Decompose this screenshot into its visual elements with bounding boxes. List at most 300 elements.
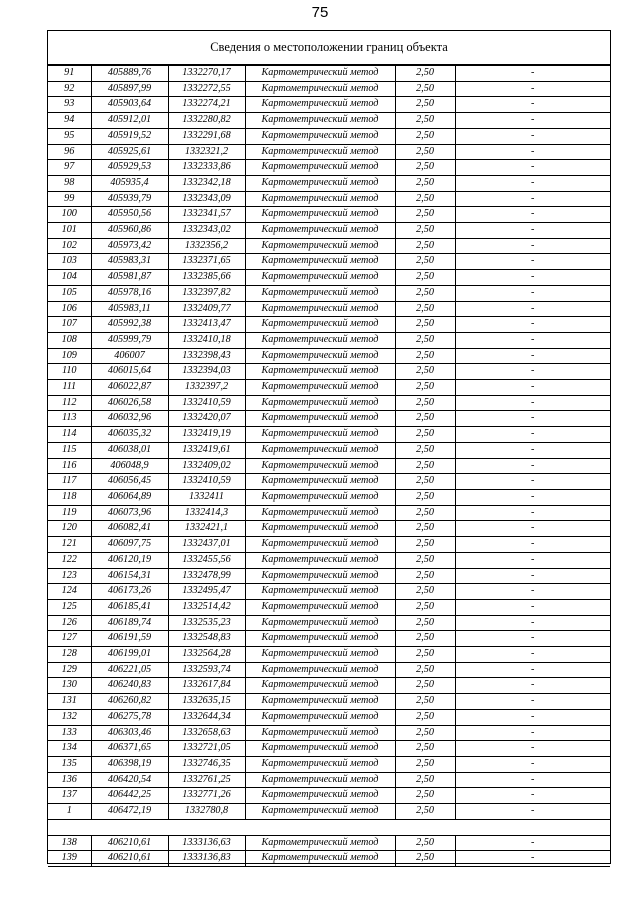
method-cell: Картометрический метод bbox=[245, 584, 395, 600]
accuracy-cell: 2,50 bbox=[395, 772, 455, 788]
accuracy-cell: 2,50 bbox=[395, 599, 455, 615]
table-row bbox=[48, 489, 610, 505]
table-row bbox=[48, 191, 610, 207]
description-cell: - bbox=[455, 772, 610, 788]
table-row bbox=[48, 317, 610, 333]
table-row bbox=[48, 725, 610, 741]
description-cell: - bbox=[455, 144, 610, 160]
description-cell: - bbox=[455, 270, 610, 286]
description-cell: - bbox=[455, 160, 610, 176]
point-number-cell: 109 bbox=[48, 348, 91, 364]
accuracy-cell: 2,50 bbox=[395, 175, 455, 191]
y-coordinate-cell: 1333136,63 bbox=[168, 835, 245, 851]
accuracy-cell: 2,50 bbox=[395, 238, 455, 254]
description-cell: - bbox=[455, 568, 610, 584]
table-row bbox=[48, 332, 610, 348]
y-coordinate-cell: 1332409,02 bbox=[168, 458, 245, 474]
method-cell: Картометрический метод bbox=[245, 474, 395, 490]
table-row bbox=[48, 81, 610, 97]
x-coordinate-cell: 406048,9 bbox=[91, 458, 168, 474]
accuracy-cell: 2,50 bbox=[395, 160, 455, 176]
x-coordinate-cell: 405999,79 bbox=[91, 332, 168, 348]
method-cell: Картометрический метод bbox=[245, 113, 395, 129]
x-coordinate-cell: 406221,05 bbox=[91, 662, 168, 678]
method-cell: Картометрический метод bbox=[245, 97, 395, 113]
table-row bbox=[48, 615, 610, 631]
table-row bbox=[48, 395, 610, 411]
table-row bbox=[48, 772, 610, 788]
point-number-cell: 120 bbox=[48, 521, 91, 537]
accuracy-cell: 2,50 bbox=[395, 81, 455, 97]
point-number-cell: 134 bbox=[48, 741, 91, 757]
accuracy-cell: 2,50 bbox=[395, 207, 455, 223]
point-number-cell: 95 bbox=[48, 128, 91, 144]
method-cell: Картометрический метод bbox=[245, 223, 395, 239]
method-cell: Картометрический метод bbox=[245, 851, 395, 867]
description-cell: - bbox=[455, 191, 610, 207]
method-cell: Картометрический метод bbox=[245, 238, 395, 254]
accuracy-cell: 2,50 bbox=[395, 537, 455, 553]
description-cell: - bbox=[455, 584, 610, 600]
description-cell: - bbox=[455, 207, 610, 223]
accuracy-cell: 2,50 bbox=[395, 741, 455, 757]
x-coordinate-cell: 406007 bbox=[91, 348, 168, 364]
description-cell: - bbox=[455, 804, 610, 820]
y-coordinate-cell: 1332394,03 bbox=[168, 364, 245, 380]
point-number-cell: 118 bbox=[48, 489, 91, 505]
accuracy-cell: 2,50 bbox=[395, 427, 455, 443]
y-coordinate-cell: 1332761,25 bbox=[168, 772, 245, 788]
method-cell: Картометрический метод bbox=[245, 505, 395, 521]
accuracy-cell: 2,50 bbox=[395, 489, 455, 505]
y-coordinate-cell: 1332342,18 bbox=[168, 175, 245, 191]
y-coordinate-cell: 1332398,43 bbox=[168, 348, 245, 364]
accuracy-cell: 2,50 bbox=[395, 678, 455, 694]
point-number-cell: 100 bbox=[48, 207, 91, 223]
x-coordinate-cell: 406097,75 bbox=[91, 537, 168, 553]
table-row bbox=[48, 442, 610, 458]
description-cell: - bbox=[455, 395, 610, 411]
y-coordinate-cell: 1332385,66 bbox=[168, 270, 245, 286]
description-cell: - bbox=[455, 364, 610, 380]
method-cell: Картометрический метод bbox=[245, 678, 395, 694]
method-cell: Картометрический метод bbox=[245, 709, 395, 725]
y-coordinate-cell: 1332658,63 bbox=[168, 725, 245, 741]
method-cell: Картометрический метод bbox=[245, 128, 395, 144]
y-coordinate-cell: 1332514,42 bbox=[168, 599, 245, 615]
point-number-cell: 130 bbox=[48, 678, 91, 694]
accuracy-cell: 2,50 bbox=[395, 756, 455, 772]
method-cell: Картометрический метод bbox=[245, 741, 395, 757]
method-cell: Картометрический метод bbox=[245, 662, 395, 678]
point-number-cell: 113 bbox=[48, 411, 91, 427]
point-number-cell: 115 bbox=[48, 442, 91, 458]
point-number-cell: 126 bbox=[48, 615, 91, 631]
accuracy-cell: 2,50 bbox=[395, 709, 455, 725]
x-coordinate-cell: 406442,25 bbox=[91, 788, 168, 804]
method-cell: Картометрический метод bbox=[245, 81, 395, 97]
description-cell: - bbox=[455, 442, 610, 458]
table-row bbox=[48, 427, 610, 443]
x-coordinate-cell: 406120,19 bbox=[91, 552, 168, 568]
method-cell: Картометрический метод bbox=[245, 489, 395, 505]
table-row bbox=[48, 568, 610, 584]
x-coordinate-cell: 405935,4 bbox=[91, 175, 168, 191]
accuracy-cell: 2,50 bbox=[395, 254, 455, 270]
method-cell: Картометрический метод bbox=[245, 66, 395, 82]
table-row bbox=[48, 662, 610, 678]
method-cell: Картометрический метод bbox=[245, 348, 395, 364]
point-number-cell: 101 bbox=[48, 223, 91, 239]
y-coordinate-cell: 1332421,1 bbox=[168, 521, 245, 537]
description-cell: - bbox=[455, 552, 610, 568]
y-coordinate-cell: 1332409,77 bbox=[168, 301, 245, 317]
accuracy-cell: 2,50 bbox=[395, 270, 455, 286]
x-coordinate-cell: 406210,61 bbox=[91, 851, 168, 867]
description-cell: - bbox=[455, 694, 610, 710]
table-row bbox=[48, 223, 610, 239]
x-coordinate-cell: 406303,46 bbox=[91, 725, 168, 741]
x-coordinate-cell: 406022,87 bbox=[91, 380, 168, 396]
accuracy-cell: 2,50 bbox=[395, 317, 455, 333]
description-cell: - bbox=[455, 599, 610, 615]
table-row bbox=[48, 97, 610, 113]
method-cell: Картометрический метод bbox=[245, 317, 395, 333]
x-coordinate-cell: 406032,96 bbox=[91, 411, 168, 427]
y-coordinate-cell: 1333136,83 bbox=[168, 851, 245, 867]
accuracy-cell: 2,50 bbox=[395, 66, 455, 82]
y-coordinate-cell: 1332564,28 bbox=[168, 647, 245, 663]
description-cell: - bbox=[455, 678, 610, 694]
x-coordinate-cell: 405919,52 bbox=[91, 128, 168, 144]
x-coordinate-cell: 405973,42 bbox=[91, 238, 168, 254]
separator-cell bbox=[48, 819, 610, 835]
method-cell: Картометрический метод bbox=[245, 568, 395, 584]
table-row bbox=[48, 851, 610, 867]
table-row bbox=[48, 474, 610, 490]
method-cell: Картометрический метод bbox=[245, 207, 395, 223]
accuracy-cell: 2,50 bbox=[395, 411, 455, 427]
accuracy-cell: 2,50 bbox=[395, 788, 455, 804]
table-row bbox=[48, 647, 610, 663]
accuracy-cell: 2,50 bbox=[395, 364, 455, 380]
description-cell: - bbox=[455, 505, 610, 521]
accuracy-cell: 2,50 bbox=[395, 442, 455, 458]
table-row bbox=[48, 584, 610, 600]
table-row bbox=[48, 238, 610, 254]
x-coordinate-cell: 405897,99 bbox=[91, 81, 168, 97]
point-number-cell: 139 bbox=[48, 851, 91, 867]
x-coordinate-cell: 406035,32 bbox=[91, 427, 168, 443]
y-coordinate-cell: 1332635,15 bbox=[168, 694, 245, 710]
accuracy-cell: 2,50 bbox=[395, 332, 455, 348]
method-cell: Картометрический метод bbox=[245, 631, 395, 647]
x-coordinate-cell: 406371,65 bbox=[91, 741, 168, 757]
point-number-cell: 138 bbox=[48, 835, 91, 851]
point-number-cell: 122 bbox=[48, 552, 91, 568]
accuracy-cell: 2,50 bbox=[395, 694, 455, 710]
description-cell: - bbox=[455, 301, 610, 317]
description-cell: - bbox=[455, 741, 610, 757]
point-number-cell: 91 bbox=[48, 66, 91, 82]
description-cell: - bbox=[455, 254, 610, 270]
y-coordinate-cell: 1332420,07 bbox=[168, 411, 245, 427]
description-cell: - bbox=[455, 113, 610, 129]
method-cell: Картометрический метод bbox=[245, 395, 395, 411]
point-number-cell: 114 bbox=[48, 427, 91, 443]
method-cell: Картометрический метод bbox=[245, 615, 395, 631]
x-coordinate-cell: 405925,61 bbox=[91, 144, 168, 160]
method-cell: Картометрический метод bbox=[245, 694, 395, 710]
description-cell: - bbox=[455, 97, 610, 113]
accuracy-cell: 2,50 bbox=[395, 521, 455, 537]
accuracy-cell: 2,50 bbox=[395, 851, 455, 867]
description-cell: - bbox=[455, 458, 610, 474]
y-coordinate-cell: 1332343,02 bbox=[168, 223, 245, 239]
x-coordinate-cell: 406026,58 bbox=[91, 395, 168, 411]
y-coordinate-cell: 1332419,61 bbox=[168, 442, 245, 458]
point-number-cell: 94 bbox=[48, 113, 91, 129]
y-coordinate-cell: 1332771,26 bbox=[168, 788, 245, 804]
point-number-cell: 110 bbox=[48, 364, 91, 380]
description-cell: - bbox=[455, 662, 610, 678]
table-row bbox=[48, 631, 610, 647]
point-number-cell: 107 bbox=[48, 317, 91, 333]
method-cell: Картометрический метод bbox=[245, 804, 395, 820]
table-row bbox=[48, 411, 610, 427]
method-cell: Картометрический метод bbox=[245, 772, 395, 788]
table-row bbox=[48, 160, 610, 176]
x-coordinate-cell: 406210,61 bbox=[91, 835, 168, 851]
method-cell: Картометрический метод bbox=[245, 191, 395, 207]
x-coordinate-cell: 405929,53 bbox=[91, 160, 168, 176]
x-coordinate-cell: 406015,64 bbox=[91, 364, 168, 380]
accuracy-cell: 2,50 bbox=[395, 474, 455, 490]
y-coordinate-cell: 1332455,56 bbox=[168, 552, 245, 568]
description-cell: - bbox=[455, 788, 610, 804]
point-number-cell: 112 bbox=[48, 395, 91, 411]
page-number: 75 bbox=[311, 4, 329, 21]
x-coordinate-cell: 406275,78 bbox=[91, 709, 168, 725]
table-row bbox=[48, 270, 610, 286]
table-row bbox=[48, 113, 610, 129]
description-cell: - bbox=[455, 128, 610, 144]
y-coordinate-cell: 1332397,82 bbox=[168, 285, 245, 301]
table-row bbox=[48, 694, 610, 710]
table-row bbox=[48, 348, 610, 364]
method-cell: Картометрический метод bbox=[245, 835, 395, 851]
description-cell: - bbox=[455, 474, 610, 490]
description-cell: - bbox=[455, 725, 610, 741]
point-number-cell: 129 bbox=[48, 662, 91, 678]
accuracy-cell: 2,50 bbox=[395, 348, 455, 364]
point-number-cell: 96 bbox=[48, 144, 91, 160]
table-row bbox=[48, 804, 610, 820]
description-cell: - bbox=[455, 285, 610, 301]
table-row bbox=[48, 835, 610, 851]
x-coordinate-cell: 406073,96 bbox=[91, 505, 168, 521]
y-coordinate-cell: 1332746,35 bbox=[168, 756, 245, 772]
y-coordinate-cell: 1332321,2 bbox=[168, 144, 245, 160]
method-cell: Картометрический метод bbox=[245, 332, 395, 348]
description-cell: - bbox=[455, 489, 610, 505]
description-cell: - bbox=[455, 709, 610, 725]
y-coordinate-cell: 1332780,8 bbox=[168, 804, 245, 820]
method-cell: Картометрический метод bbox=[245, 521, 395, 537]
y-coordinate-cell: 1332721,05 bbox=[168, 741, 245, 757]
accuracy-cell: 2,50 bbox=[395, 128, 455, 144]
y-coordinate-cell: 1332495,47 bbox=[168, 584, 245, 600]
table-row bbox=[48, 301, 610, 317]
description-cell: - bbox=[455, 427, 610, 443]
x-coordinate-cell: 405960,86 bbox=[91, 223, 168, 239]
table-row bbox=[48, 144, 610, 160]
x-coordinate-cell: 405992,38 bbox=[91, 317, 168, 333]
y-coordinate-cell: 1332356,2 bbox=[168, 238, 245, 254]
table-row bbox=[48, 537, 610, 553]
table-row bbox=[48, 505, 610, 521]
method-cell: Картометрический метод bbox=[245, 725, 395, 741]
x-coordinate-cell: 405939,79 bbox=[91, 191, 168, 207]
accuracy-cell: 2,50 bbox=[395, 113, 455, 129]
accuracy-cell: 2,50 bbox=[395, 568, 455, 584]
y-coordinate-cell: 1332414,3 bbox=[168, 505, 245, 521]
y-coordinate-cell: 1332478,99 bbox=[168, 568, 245, 584]
method-cell: Картометрический метод bbox=[245, 788, 395, 804]
point-number-cell: 116 bbox=[48, 458, 91, 474]
table-row bbox=[48, 521, 610, 537]
accuracy-cell: 2,50 bbox=[395, 662, 455, 678]
y-coordinate-cell: 1332593,74 bbox=[168, 662, 245, 678]
description-cell: - bbox=[455, 175, 610, 191]
accuracy-cell: 2,50 bbox=[395, 97, 455, 113]
description-cell: - bbox=[455, 332, 610, 348]
method-cell: Картометрический метод bbox=[245, 756, 395, 772]
x-coordinate-cell: 406173,26 bbox=[91, 584, 168, 600]
point-number-cell: 124 bbox=[48, 584, 91, 600]
x-coordinate-cell: 405889,76 bbox=[91, 66, 168, 82]
x-coordinate-cell: 405912,01 bbox=[91, 113, 168, 129]
point-number-cell: 133 bbox=[48, 725, 91, 741]
method-cell: Картометрический метод bbox=[245, 647, 395, 663]
point-number-cell: 132 bbox=[48, 709, 91, 725]
description-cell: - bbox=[455, 223, 610, 239]
method-cell: Картометрический метод bbox=[245, 442, 395, 458]
method-cell: Картометрический метод bbox=[245, 254, 395, 270]
table-row bbox=[48, 552, 610, 568]
accuracy-cell: 2,50 bbox=[395, 395, 455, 411]
point-number-cell: 119 bbox=[48, 505, 91, 521]
description-cell: - bbox=[455, 521, 610, 537]
y-coordinate-cell: 1332270,17 bbox=[168, 66, 245, 82]
method-cell: Картометрический метод bbox=[245, 411, 395, 427]
y-coordinate-cell: 1332272,55 bbox=[168, 81, 245, 97]
table-row bbox=[48, 175, 610, 191]
accuracy-cell: 2,50 bbox=[395, 458, 455, 474]
x-coordinate-cell: 406260,82 bbox=[91, 694, 168, 710]
method-cell: Картометрический метод bbox=[245, 537, 395, 553]
x-coordinate-cell: 406064,89 bbox=[91, 489, 168, 505]
description-cell: - bbox=[455, 537, 610, 553]
accuracy-cell: 2,50 bbox=[395, 285, 455, 301]
method-cell: Картометрический метод bbox=[245, 552, 395, 568]
point-number-cell: 108 bbox=[48, 332, 91, 348]
x-coordinate-cell: 405978,16 bbox=[91, 285, 168, 301]
table-title: Сведения о местоположении границ объекта bbox=[48, 31, 610, 65]
accuracy-cell: 2,50 bbox=[395, 223, 455, 239]
point-number-cell: 123 bbox=[48, 568, 91, 584]
accuracy-cell: 2,50 bbox=[395, 725, 455, 741]
point-number-cell: 103 bbox=[48, 254, 91, 270]
method-cell: Картометрический метод bbox=[245, 380, 395, 396]
method-cell: Картометрический метод bbox=[245, 599, 395, 615]
y-coordinate-cell: 1332410,59 bbox=[168, 395, 245, 411]
point-number-cell: 104 bbox=[48, 270, 91, 286]
point-number-cell: 106 bbox=[48, 301, 91, 317]
table-row bbox=[48, 285, 610, 301]
x-coordinate-cell: 406398,19 bbox=[91, 756, 168, 772]
x-coordinate-cell: 406240,83 bbox=[91, 678, 168, 694]
y-coordinate-cell: 1332371,65 bbox=[168, 254, 245, 270]
table-row bbox=[48, 128, 610, 144]
x-coordinate-cell: 406191,59 bbox=[91, 631, 168, 647]
y-coordinate-cell: 1332397,2 bbox=[168, 380, 245, 396]
y-coordinate-cell: 1332280,82 bbox=[168, 113, 245, 129]
point-number-cell: 127 bbox=[48, 631, 91, 647]
method-cell: Картометрический метод bbox=[245, 458, 395, 474]
method-cell: Картометрический метод bbox=[245, 270, 395, 286]
description-cell: - bbox=[455, 851, 610, 867]
x-coordinate-cell: 405981,87 bbox=[91, 270, 168, 286]
point-number-cell: 136 bbox=[48, 772, 91, 788]
method-cell: Картометрический метод bbox=[245, 427, 395, 443]
point-number-cell: 121 bbox=[48, 537, 91, 553]
description-cell: - bbox=[455, 81, 610, 97]
y-coordinate-cell: 1332413,47 bbox=[168, 317, 245, 333]
description-cell: - bbox=[455, 348, 610, 364]
x-coordinate-cell: 406082,41 bbox=[91, 521, 168, 537]
description-cell: - bbox=[455, 317, 610, 333]
table-row bbox=[48, 254, 610, 270]
point-number-cell: 1 bbox=[48, 804, 91, 820]
table-row bbox=[48, 458, 610, 474]
table-row bbox=[48, 364, 610, 380]
accuracy-cell: 2,50 bbox=[395, 835, 455, 851]
method-cell: Картометрический метод bbox=[245, 364, 395, 380]
x-coordinate-cell: 405983,11 bbox=[91, 301, 168, 317]
table-row bbox=[48, 788, 610, 804]
point-number-cell: 125 bbox=[48, 599, 91, 615]
description-cell: - bbox=[455, 615, 610, 631]
separator-row bbox=[48, 819, 610, 835]
point-number-cell: 99 bbox=[48, 191, 91, 207]
accuracy-cell: 2,50 bbox=[395, 631, 455, 647]
accuracy-cell: 2,50 bbox=[395, 552, 455, 568]
y-coordinate-cell: 1332410,18 bbox=[168, 332, 245, 348]
y-coordinate-cell: 1332343,09 bbox=[168, 191, 245, 207]
description-cell: - bbox=[455, 380, 610, 396]
method-cell: Картометрический метод bbox=[245, 160, 395, 176]
table-row bbox=[48, 380, 610, 396]
point-number-cell: 97 bbox=[48, 160, 91, 176]
table-row bbox=[48, 741, 610, 757]
coordinates-table bbox=[48, 65, 610, 867]
x-coordinate-cell: 406056,45 bbox=[91, 474, 168, 490]
x-coordinate-cell: 406199,01 bbox=[91, 647, 168, 663]
y-coordinate-cell: 1332437,01 bbox=[168, 537, 245, 553]
point-number-cell: 98 bbox=[48, 175, 91, 191]
y-coordinate-cell: 1332291,68 bbox=[168, 128, 245, 144]
